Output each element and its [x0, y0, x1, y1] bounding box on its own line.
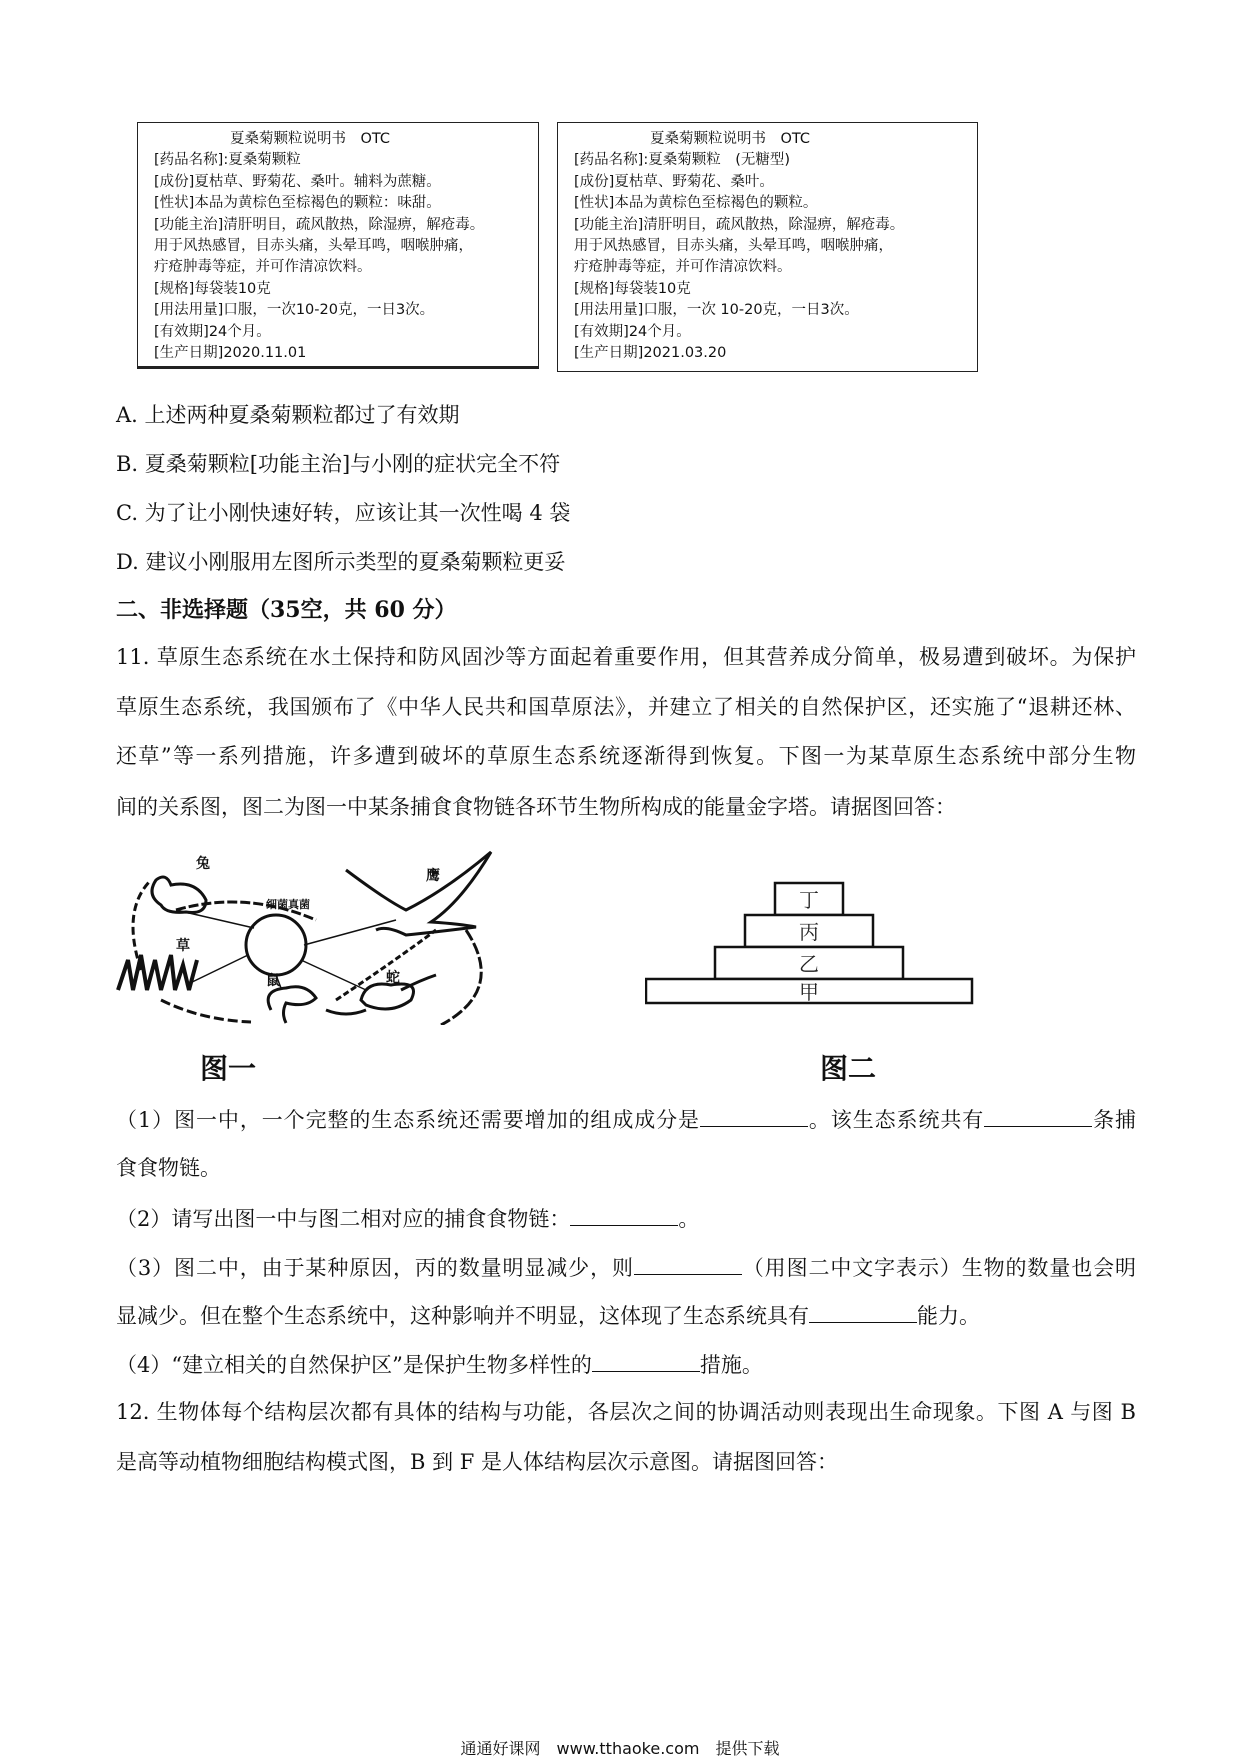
leaflet-line: [规格]每袋装10克	[154, 280, 271, 297]
decomposer-label: 细菌真菌	[266, 898, 310, 911]
mouse-label: 鼠	[266, 973, 280, 989]
answer-blank[interactable]	[592, 1351, 700, 1372]
eagle-label: 鹰	[426, 868, 440, 884]
option-b: B. 夏桑菊颗粒[功能主治]与小刚的症状完全不符	[116, 452, 561, 476]
q11-sub2-text: 。	[678, 1207, 700, 1231]
q11-sub3-cont	[116, 1302, 980, 1329]
q11-sub1	[116, 1106, 1136, 1133]
leaflet-line: [生产日期]2020.11.01	[154, 345, 307, 362]
snake-label: 蛇	[386, 970, 400, 986]
q11-sub3-text: （3）图二中，由于某种原因，丙的数量明显减少，则	[116, 1256, 634, 1280]
leaflet-line: [有效期]24个月。	[574, 323, 691, 340]
q11-sub3-text: 显减少。但在整个生态系统中，这种影响并不明显，这体现了生态系统具有	[116, 1304, 809, 1328]
leaflet-line: 疔疮肿毒等症，并可作清凉饮料。	[574, 259, 792, 276]
answer-blank[interactable]	[984, 1106, 1092, 1127]
leaflet-line: [性状]本品为黄棕色至棕褐色的颗粒：味甜。	[154, 195, 441, 212]
figure2-caption: 图二	[820, 1052, 877, 1085]
pyramid-level-jia: 甲	[799, 980, 819, 1004]
q11-text-line: 草原生态系统，我国颁布了《中华人民共和国草原法》，并建立了相关的自然保护区，还实施了“退耕还林、	[116, 695, 1136, 719]
pyramid-level-ding: 丁	[799, 888, 819, 912]
eagle-icon	[346, 852, 491, 935]
answer-blank[interactable]	[570, 1205, 678, 1226]
leaflet-line: [功能主治]清肝明目，疏风散热，除湿痹，解疮毒。	[154, 216, 485, 233]
grass-icon	[118, 955, 197, 990]
leaflet-title: 夏桑菊颗粒说明书 OTC	[650, 131, 811, 147]
leaflet-title: 夏桑菊颗粒说明书 OTC	[230, 131, 391, 147]
answer-blank[interactable]	[700, 1106, 808, 1127]
leaflet-line: [药品名称]:夏桑菊颗粒	[154, 152, 301, 169]
leaflet-line: 疔疮肿毒等症，并可作清凉饮料。	[154, 259, 372, 276]
decomposer-icon	[246, 915, 306, 975]
option-d: D. 建议小刚服用左图所示类型的夏桑菊颗粒更妥	[116, 550, 566, 574]
q11-sub1-text: （1）图一中，一个完整的生态系统还需要增加的组成成分是	[116, 1108, 700, 1132]
pyramid-level-bing: 丙	[799, 920, 819, 944]
q11-sub3	[116, 1254, 1136, 1281]
leaflet-left	[137, 122, 539, 369]
rabbit-label: 兔	[196, 856, 210, 872]
figure1-caption: 图一	[200, 1052, 257, 1085]
leaflet-line: [成份]夏枯草、野菊花、桑叶。	[574, 173, 774, 190]
leaflet-line: [药品名称]:夏桑菊颗粒 (无糖型)	[574, 152, 791, 169]
q11-sub3-text: 能力。	[917, 1304, 980, 1328]
mouse-icon	[268, 987, 316, 1023]
section-title: 二、非选择题（35空，共 60 分）	[116, 597, 457, 623]
q11-sub3-text: （用图二中文字表示）生物的数量也会明	[741, 1256, 1137, 1280]
leaflet-line: [有效期]24个月。	[154, 323, 271, 340]
grass-label: 草	[176, 938, 190, 954]
leaflet-line: [用法用量]口服，一次10-20克，一日3次。	[154, 302, 435, 319]
leaflet-line: [用法用量]口服，一次 10-20克，一日3次。	[574, 302, 859, 319]
q12-text-line: 是高等动植物细胞结构模式图，B 到 F 是人体结构层次示意图。请据图回答：	[116, 1450, 839, 1474]
q12-text-line: 12. 生物体每个结构层次都有具体的结构与功能，各层次之间的协调活动则表现出生命现象。下图 A 与图 B	[116, 1400, 1136, 1424]
q11-sub1-cont: 食食物链。	[116, 1156, 221, 1180]
q11-sub4-text: （4）“建立相关的自然保护区”是保护生物多样性的	[116, 1353, 592, 1377]
q11-text-line: 11. 草原生态系统在水土保持和防风固沙等方面起着重要作用，但其营养成分简单，极易遭到破坏。为保护	[116, 645, 1136, 669]
q11-sub2	[116, 1205, 699, 1232]
q11-sub1-text: 。该生态系统共有	[807, 1108, 985, 1132]
leaflet-right	[557, 122, 978, 372]
q11-text-line: 间的关系图，图二为图一中某条捕食食物链各环节生物所构成的能量金字塔。请据图回答：	[116, 795, 956, 819]
q11-sub4-text: 措施。	[699, 1353, 763, 1377]
leaflet-line: 用于风热感冒，目赤头痛，头晕耳鸣，咽喉肿痛，	[154, 238, 473, 255]
q11-text-line: 还草”等一系列措施，许多遭到破坏的草原生态系统逐渐得到恢复。下图一为某草原生态系统中部分生物	[116, 744, 1136, 768]
answer-blank[interactable]	[634, 1254, 742, 1275]
q11-sub4	[116, 1351, 763, 1378]
answer-blank[interactable]	[809, 1302, 917, 1323]
footer-watermark: 通通好课网 www.tthaoke.com 提供下载	[460, 1739, 780, 1758]
q11-sub1-text: 条捕	[1092, 1108, 1137, 1132]
leaflet-line: [生产日期]2021.03.20	[574, 345, 727, 362]
food-web-figure	[116, 850, 546, 1025]
leaflet-line: [规格]每袋装10克	[574, 280, 691, 297]
pyramid-level-yi: 乙	[799, 952, 819, 976]
leaflet-line: [成份]夏枯草、野菊花、桑叶。辅料为蔗糖。	[154, 173, 441, 190]
option-c: C. 为了让小刚快速好转，应该让其一次性喝 4 袋	[116, 501, 571, 525]
leaflet-line: [性状]本品为黄棕色至棕褐色的颗粒。	[574, 195, 818, 212]
energy-pyramid-figure	[645, 880, 975, 1005]
option-a: A. 上述两种夏桑菊颗粒都过了有效期	[116, 403, 460, 427]
leaflet-line: 用于风热感冒，目赤头痛，头晕耳鸣，咽喉肿痛，	[574, 238, 893, 255]
leaflet-line: [功能主治]清肝明目，疏风散热，除湿痹，解疮毒。	[574, 216, 905, 233]
q11-sub2-text: （2）请写出图一中与图二相对应的捕食食物链：	[116, 1207, 571, 1231]
rabbit-icon	[152, 877, 206, 913]
